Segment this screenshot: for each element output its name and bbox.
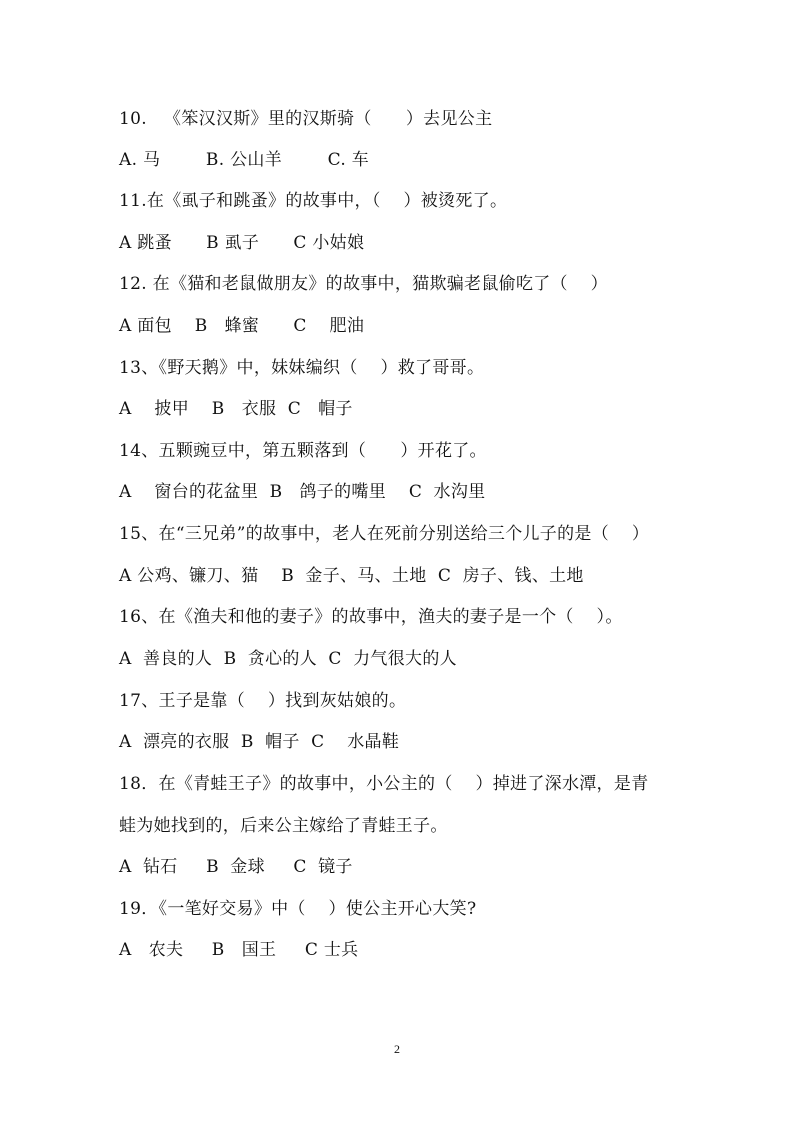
options-17: A 漂亮的衣服 B 帽子 C 水晶鞋 bbox=[119, 732, 400, 752]
question-10: 10. 《笨汉汉斯》里的汉斯骑（ ）去见公主 bbox=[119, 109, 493, 129]
options-15: A 公鸡、镰刀、猫 B 金子、马、土地 C 房子、钱、土地 bbox=[119, 566, 584, 586]
options-12: A 面包 B 蜂蜜 C 肥油 bbox=[119, 316, 365, 336]
options-11: A 跳蚤 B 虱子 C 小姑娘 bbox=[119, 233, 365, 253]
options-18: A 钻石 B 金球 C 镜子 bbox=[119, 857, 353, 877]
question-12: 12. 在《猫和老鼠做朋友》的故事中，猫欺骗老鼠偷吃了（ ） bbox=[119, 274, 608, 294]
options-14: A 窗台的花盆里 B 鸽子的嘴里 C 水沟里 bbox=[119, 482, 486, 502]
page-number: 2 bbox=[394, 1042, 400, 1056]
question-11: 11.在《虱子和跳蚤》的故事中，（ ）被烫死了。 bbox=[119, 191, 508, 211]
question-17: 17、王子是靠（ ）找到灰姑娘的。 bbox=[119, 691, 407, 711]
options-16: A 善良的人 B 贪心的人 C 力气很大的人 bbox=[119, 649, 457, 669]
question-16: 16、在《渔夫和他的妻子》的故事中，渔夫的妻子是一个（ ）。 bbox=[119, 607, 623, 627]
question-18-line-1: 18．在《青蛙王子》的故事中，小公主的（ ）掉进了深水潭，是青 bbox=[119, 774, 649, 794]
options-19: A 农夫 B 国王 C 士兵 bbox=[119, 940, 359, 960]
question-13: 13、《野天鹅》中，妹妹编织（ ）救了哥哥。 bbox=[119, 358, 485, 378]
question-15: 15、在“三兄弟”的故事中，老人在死前分别送给三个儿子的是（ ） bbox=[119, 524, 650, 544]
options-10: A. 马 B. 公山羊 C. 车 bbox=[119, 150, 370, 170]
options-13: A 披甲 B 衣服 C 帽子 bbox=[119, 399, 353, 419]
question-18-line-2: 蛙为她找到的，后来公主嫁给了青蛙王子。 bbox=[119, 816, 448, 836]
question-19: 19．《一笔好交易》中（ ）使公主开心大笑? bbox=[119, 899, 477, 919]
question-14: 14、五颗豌豆中，第五颗落到（ ）开花了。 bbox=[119, 441, 487, 461]
